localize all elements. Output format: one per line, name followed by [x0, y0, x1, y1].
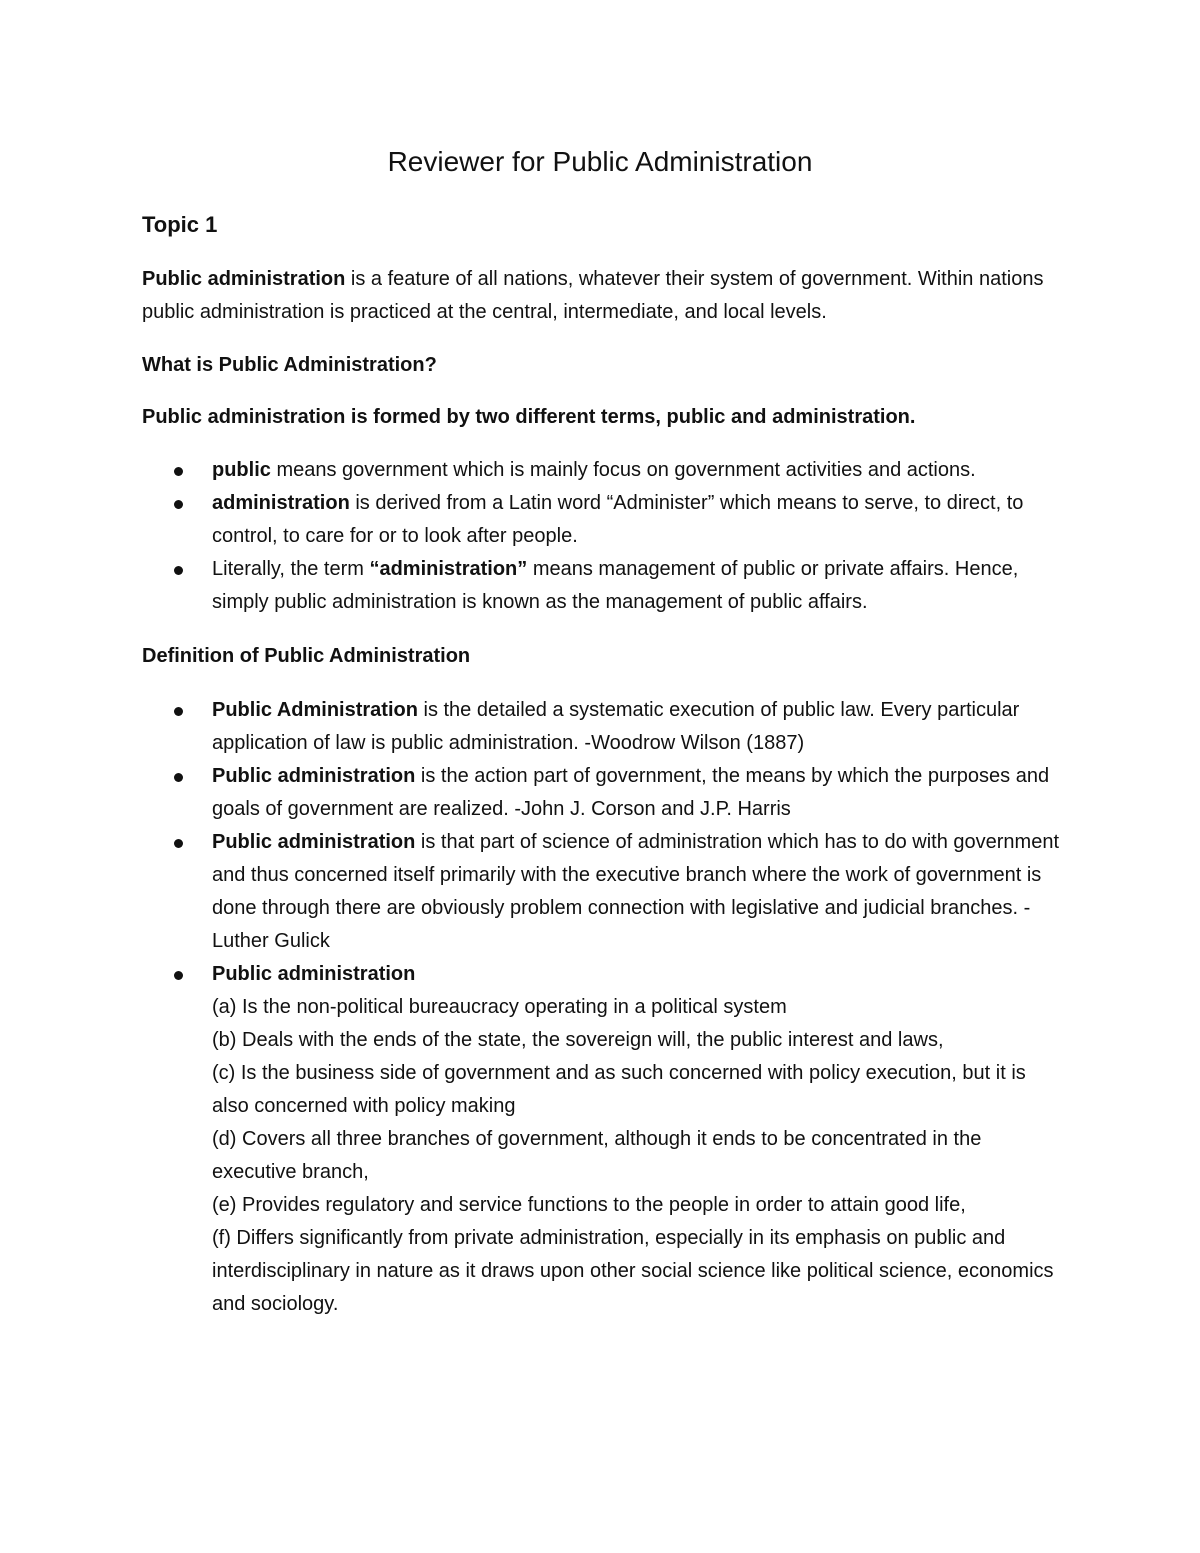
- sub-item: (c) Is the business side of government and as such concerned with policy execution, but it is also concerned with policy making: [212, 1062, 1026, 1117]
- list-item: [142, 760, 1062, 826]
- term-text: means management of public or private affairs. Hence, simply public administration is known as the management of public affairs.: [212, 558, 1019, 613]
- definitions-list: [142, 694, 1062, 1321]
- intro-text: is a feature of all nations, whatever their system of government. Within nations public administration is practiced at the central, intermediate, and local levels.: [142, 268, 1044, 323]
- term-prefix: Literally, the term: [212, 558, 370, 580]
- bullet-icon: [174, 707, 183, 716]
- bullet-icon: [174, 839, 183, 848]
- list-item: [142, 553, 1062, 619]
- formed-heading: Public administration is formed by two different terms, public and administration.: [142, 406, 916, 428]
- list-item: [142, 487, 1062, 553]
- list-item: [142, 958, 1062, 1321]
- topic-heading: Topic 1: [142, 212, 218, 237]
- definition-term: Public administration: [212, 963, 416, 985]
- definition-heading: Definition of Public Administration: [142, 645, 471, 667]
- list-item: [142, 694, 1062, 760]
- definition-text: is the detailed a systematic execution of public law. Every particular application of law is public administration. -Woodrow Wilson (1887): [212, 699, 1020, 754]
- term-text: means government which is mainly focus on government activities and actions.: [270, 459, 976, 481]
- definition-text: is the action part of government, the means by which the purposes and goals of government are realized. -John J. Corson and J.P. Harris: [212, 765, 1050, 820]
- sub-item: (f) Differs significantly from private administration, especially in its emphasis on public and interdisciplinary in nature as it draws upon other social science like political science, economics and sociology.: [212, 1227, 1054, 1315]
- definition-text: is that part of science of administration which has to do with government and thus concerned itself primarily with the executive branch where the work of government is done through there are obviously problem connection with legislative and judicial branches. -Luther Gulick: [212, 831, 1060, 952]
- bullet-icon: [174, 467, 183, 476]
- question-heading: What is Public Administration?: [142, 354, 437, 376]
- sub-item: (b) Deals with the ends of the state, the sovereign will, the public interest and laws,: [212, 1029, 944, 1051]
- term-label: administration: [212, 492, 350, 514]
- list-item: [142, 826, 1062, 958]
- intro-term: Public administration: [142, 268, 346, 290]
- term-text: is derived from a Latin word “Administer” which means to serve, to direct, to control, to care for or to look after people.: [212, 492, 1024, 547]
- definition-term: Public administration: [212, 765, 416, 787]
- sub-item: (d) Covers all three branches of government, although it ends to be concentrated in the executive branch,: [212, 1128, 982, 1183]
- sub-item: (a) Is the non-political bureaucracy operating in a political system: [212, 996, 787, 1018]
- intro-paragraph: [142, 263, 1062, 329]
- sub-item: (e) Provides regulatory and service functions to the people in order to attain good life,: [212, 1194, 966, 1216]
- term-label: “administration”: [369, 558, 528, 580]
- page-title: Reviewer for Public Administration: [387, 146, 813, 177]
- terms-list: [142, 454, 1062, 619]
- bullet-icon: [174, 971, 183, 980]
- bullet-icon: [174, 500, 183, 509]
- bullet-icon: [174, 566, 183, 575]
- term-label: public: [212, 459, 271, 481]
- list-item: [142, 454, 1062, 487]
- definition-term: Public administration: [212, 831, 416, 853]
- bullet-icon: [174, 773, 183, 782]
- definition-term: Public Administration: [212, 699, 418, 721]
